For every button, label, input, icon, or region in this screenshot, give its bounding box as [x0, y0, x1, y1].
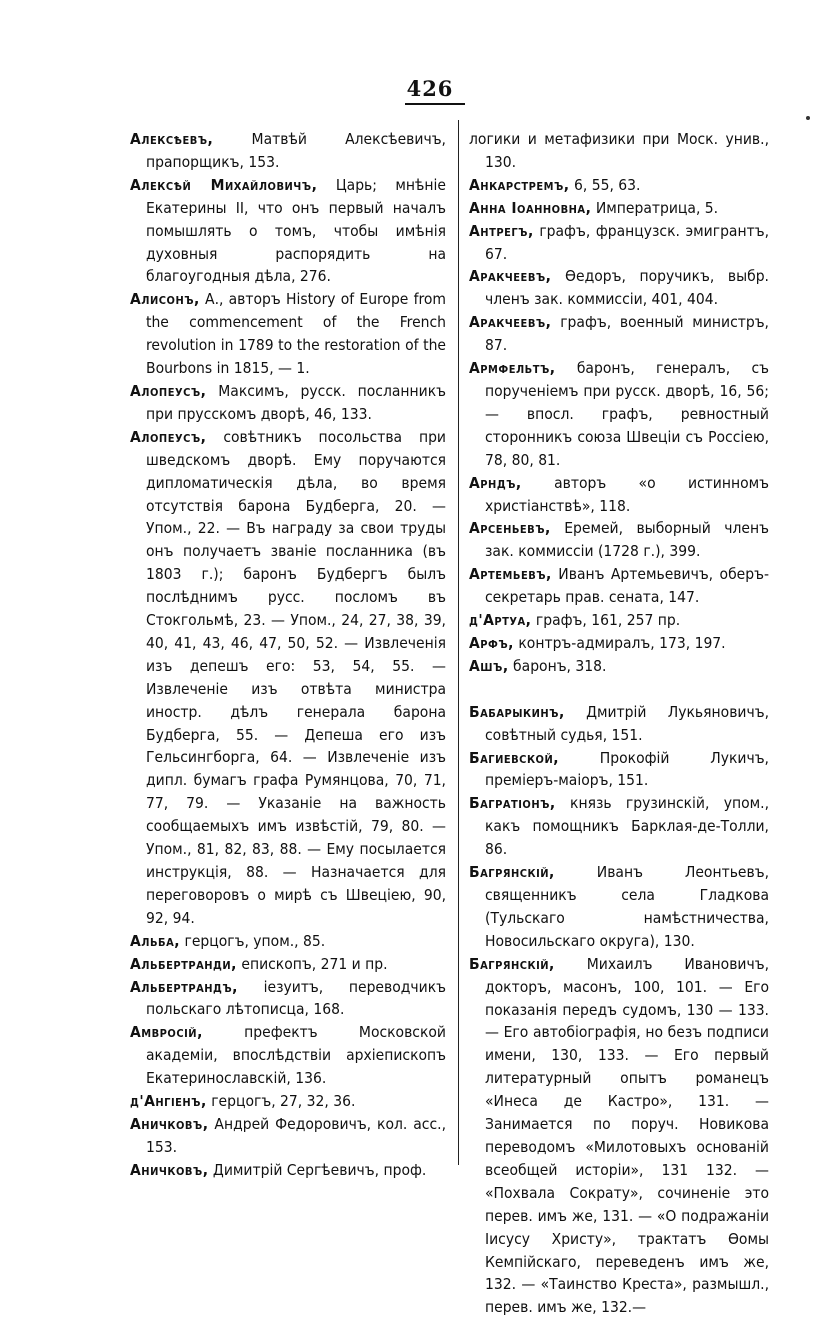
page-number: 426	[406, 76, 454, 101]
entry-headword: Багратіонъ,	[469, 794, 556, 813]
entry-headword: Альба,	[130, 931, 181, 950]
index-entry	[469, 311, 769, 357]
entry-text: іезуитъ, переводчикъ польскаго лѣтописца, 168.	[146, 977, 446, 1019]
entry-headword: Аракчеевъ,	[469, 313, 552, 332]
entry-text: баронъ, генералъ, съ порученіемъ при русск. дворѣ, 16, 56; — впосл. графъ, ревностный сторонникъ союза Швеціи съ Россіею, 78, 80, 81.	[485, 359, 769, 469]
entry-text: герцогъ, 27, 32, 36.	[206, 1092, 356, 1111]
index-entry	[130, 288, 446, 380]
index-entry	[130, 1113, 446, 1159]
index-entry	[469, 174, 769, 197]
entry-text: Еремей, выборный членъ зак. коммиссіи (1728 г.), 399.	[485, 519, 769, 561]
entry-headword: Алексѣевъ,	[130, 130, 214, 148]
entry-text: Ѳедоръ, поручикъ, выбр. членъ зак. коммиссіи, 401, 404.	[485, 267, 769, 309]
index-entry	[130, 174, 446, 289]
entry-headword: Багрянскій,	[469, 954, 555, 973]
entry-text: графъ, 161, 257 пр.	[531, 611, 681, 630]
entry-text: Матвѣй Алексѣевичъ, прапорщикъ, 153.	[146, 130, 446, 171]
entry-headword: Алисонъ,	[130, 290, 200, 309]
margin-mark	[806, 116, 810, 120]
index-entry	[469, 701, 769, 747]
entry-headword: Арфъ,	[469, 633, 514, 652]
index-entry	[469, 792, 769, 861]
index-entry	[130, 128, 446, 174]
section-gap	[469, 678, 769, 701]
entry-text: Царь; мнѣніе Екатерины II, что онъ первый началъ помышлять о томъ, чтобы имѣнія духовныя распорядить на благоугодныя дѣла, 276.	[146, 175, 446, 286]
entry-headword: д'Ангіенъ,	[130, 1092, 207, 1111]
index-entry	[130, 976, 446, 1022]
entry-headword: Алопеусъ,	[130, 381, 207, 400]
index-entry	[469, 609, 769, 632]
entry-headword: Бабарыкинъ,	[469, 702, 565, 721]
entry-text: епископъ, 271 и пр.	[236, 954, 388, 973]
entry-text: баронъ, 318.	[508, 656, 607, 675]
column-divider	[458, 120, 459, 1165]
index-entry	[469, 861, 769, 953]
index-entry	[130, 930, 446, 953]
entry-headword: Багрянскій,	[469, 863, 555, 882]
index-entry	[469, 517, 769, 563]
entry-headword: Альбертранди,	[130, 954, 237, 973]
entry-headword: Аничковъ,	[130, 1114, 209, 1133]
entry-headword: Анна Іоанновна,	[469, 198, 592, 217]
index-entry	[469, 197, 769, 220]
index-entry	[130, 1021, 446, 1090]
entry-text: Андрей Федоровичъ, кол. асс., 153.	[146, 1114, 446, 1156]
index-entry	[469, 953, 769, 1319]
entry-text: Максимъ, русск. посланникъ при прусскомъ дворѣ, 46, 133.	[146, 381, 446, 423]
index-entry	[130, 1159, 446, 1182]
right-column	[469, 128, 769, 1319]
entry-headword: Анкарстремъ,	[469, 175, 570, 194]
right-column-section-a	[469, 128, 769, 678]
entry-headword: Антрегъ,	[469, 221, 534, 240]
index-entry	[130, 380, 446, 426]
entry-headword: Арндъ,	[469, 473, 522, 492]
index-entry	[469, 472, 769, 518]
index-entry	[469, 128, 769, 174]
index-entry	[469, 220, 769, 266]
entry-headword: Аракчеевъ,	[469, 267, 552, 286]
entry-text: контръ-адмиралъ, 173, 197.	[513, 633, 726, 652]
index-entry	[130, 1090, 446, 1113]
entry-text: герцогъ, упом., 85.	[180, 931, 326, 950]
index-entry	[469, 632, 769, 655]
entry-headword: Аничковъ,	[130, 1160, 209, 1179]
entry-text: Прокофій Лукичъ, премiеръ-маіоръ, 151.	[485, 748, 769, 790]
entry-headword: Армфельтъ,	[469, 359, 556, 378]
index-entry	[469, 357, 769, 472]
entry-headword: Альбертрандъ,	[130, 977, 238, 996]
entry-text: Иванъ Артемьевичъ, оберъ-секретарь прав. сената, 147.	[485, 565, 769, 607]
entry-headword: Арсеньевъ,	[469, 519, 551, 538]
entry-text: графъ, французск. эмигрантъ, 67.	[485, 221, 769, 263]
index-entry	[469, 655, 769, 678]
entry-text: Дмитрій Лукьяновичъ, совѣтный судья, 151.	[485, 702, 769, 744]
index-entry	[469, 747, 769, 793]
entry-text: Димитрій Сергѣевичъ, проф.	[208, 1160, 427, 1179]
entry-headword: д'Артуа,	[469, 611, 532, 630]
entry-text: авторъ «о истинномъ христіанствѣ», 118.	[485, 473, 769, 515]
index-entry	[130, 953, 446, 976]
entry-text: Михаилъ Ивановичъ, докторъ, масонъ, 100, 101. — Его показанія передъ судомъ, 130 — 133. — Его автобіографія, но безъ подписи имени, 130, 133. — Его первый литературный опытъ романецъ «Инеса де Кастро», 131. — Занимается по поруч. Новикова переводомъ «Милотовыхъ основаній всеобщей исторіи», 131 132. — «Похвала Сократу», сочиненіе это перев. имъ же, 131. — «О подражаніи Іисусу Христу», трактатъ Ѳомы Кемпійскаго, переведенъ имъ же, 132. — «Таинство Креста», размышл., перев. имъ же, 132.—	[485, 954, 769, 1317]
left-column	[130, 128, 446, 1182]
right-column-section-b	[469, 701, 769, 1319]
entry-text: Иванъ Леонтьевъ, священникъ села Гладкова (Тульскаго намѣстничества, Новосильскаго округа), 130.	[485, 863, 769, 950]
entry-headword: Алексѣй Михайловичъ,	[130, 175, 318, 194]
entry-text: префектъ Московской академіи, впослѣдствіи архіепископъ Екатеринославскій, 136.	[146, 1023, 446, 1088]
entry-headword: Ашъ,	[469, 656, 509, 675]
entry-headword: Багиевской,	[469, 748, 560, 767]
index-entry	[469, 563, 769, 609]
entry-headword: Артемьевъ,	[469, 565, 552, 584]
entry-text: совѣтникъ посольства при шведскомъ дворѣ. Ему поручаются дипломатическія дѣла, во время отсутствія барона Будберга, 20. — Упом., 22. — Въ награду за свои труды онъ получаетъ званіе посланника (въ 1803 г.); баронъ Будбергъ былъ послѣднимъ русс. посломъ въ Стокгольмѣ, 23. — Упом., 24, 27, 38, 39, 40, 41, 43, 46, 47, 50, 52. — Извлеченія изъ депешъ его: 53, 54, 55. — Извлеченіе изъ отвѣта министра иностр. дѣлъ генерала барона Будберга, 55. — Депеша его изъ Гельсингборга, 64. — Извлеченіе изъ дипл. бумагъ графа Румянцова, 70, 71, 77, 79. — Указаніе на важность сообщаемыхъ имъ извѣстій, 79, 80. — Упом., 81, 82, 83, 88. — Ему посылается инструкція, 88. — Назначается для переговоровъ о мирѣ съ Швеціею, 90, 92, 94.	[146, 427, 446, 927]
entry-text: графъ, военный министръ, 87.	[485, 313, 769, 355]
entry-text: Императрица, 5.	[591, 198, 719, 217]
index-entry	[130, 426, 446, 930]
entry-headword: Алопеусъ,	[130, 427, 207, 446]
entry-text: А., авторъ History of Europe from the commencement of the French revolution in 1789 to the restoration of the Bourbons in 1815, — 1.	[146, 290, 446, 378]
index-entry	[469, 265, 769, 311]
header-rule	[405, 103, 465, 105]
entry-text: князь грузинскій, упом., какъ помощникъ Барклая-де-Толли, 86.	[485, 794, 769, 859]
entry-headword: Амвросій,	[130, 1023, 203, 1042]
entry-text: 6, 55, 63.	[569, 175, 641, 194]
entry-text: логики и метафизики при Моск. унив., 130.	[469, 130, 769, 171]
